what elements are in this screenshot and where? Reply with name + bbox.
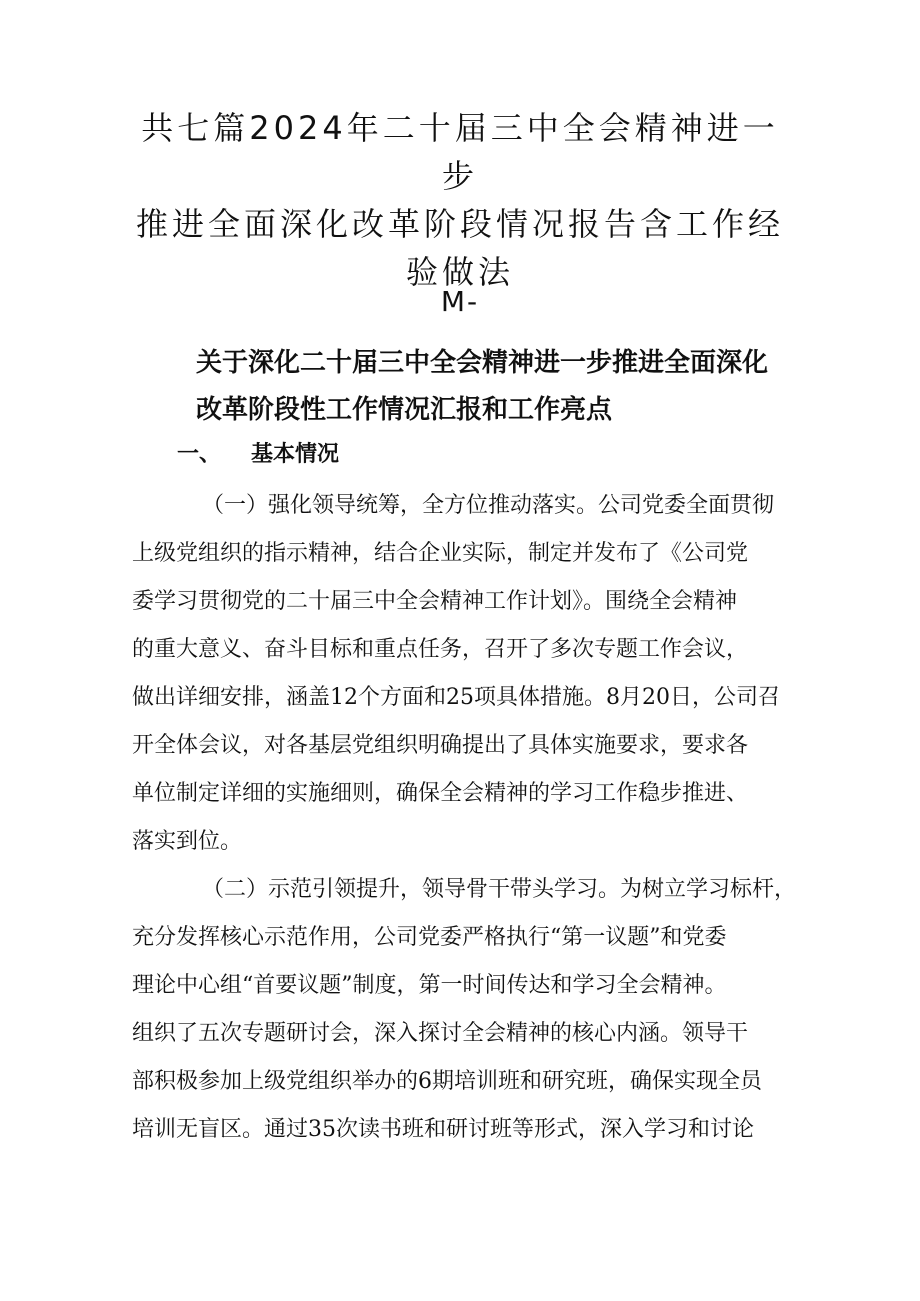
heading-number: 一、 — [177, 442, 222, 467]
paragraph-line: 做出详细安排，涵盖12个方面和25项具体措施。8月20日，公司召 — [132, 685, 780, 710]
paragraph-line: 组织了五次专题研讨会，深入探讨全会精神的核心内涵。领导干 — [132, 1021, 749, 1046]
title-line: 推进全面深化改革阶段情况报告含工作经 — [135, 205, 784, 243]
title-line: 共七篇2024年二十届三中全会精神进一步 — [141, 109, 779, 195]
paragraph-line: 部积极参加上级党组织举办的6期培训班和研究班，确保实现全员 — [132, 1069, 762, 1094]
paragraph-line: 理论中心组“首要议题”制度，第一时间传达和学习全会精神。 — [132, 973, 727, 998]
document-title — [130, 104, 790, 296]
subtitle-line: 关于深化二十届三中全会精神进一步推进全面深化 — [196, 348, 769, 378]
title-line: 验做法 — [405, 253, 514, 291]
heading-text: 基本情况 — [251, 442, 340, 467]
paragraph-line: 委学习贯彻党的二十届三中全会精神工作计划》。围绕全会精神 — [132, 589, 738, 614]
paragraph-line: （一）强化领导统筹，全方位推动落实。公司党委全面贯彻 — [202, 493, 775, 518]
subtitle-line: 改革阶段性工作情况汇报和工作亮点 — [196, 395, 613, 425]
paragraph-line: 上级党组织的指示精神，结合企业实际，制定并发布了《公司党 — [132, 541, 749, 566]
paragraph-line: 落实到位。 — [132, 829, 243, 854]
paragraph-line: 的重大意义、奋斗目标和重点任务，召开了多次专题工作会议， — [132, 637, 749, 662]
paragraph-1 — [132, 482, 794, 866]
paragraph-line: 开全体会议，对各基层党组织明确提出了具体实施要求，要求各 — [132, 733, 749, 758]
paragraph-line: 培训无盲区。通过35次读书班和研讨班等形式，深入学习和讨论 — [132, 1117, 754, 1142]
paragraph-line: 单位制定详细的实施细则，确保全会精神的学习工作稳步推进、 — [132, 781, 749, 806]
heading-basic-situation — [177, 438, 339, 472]
paragraph-2 — [132, 866, 797, 1154]
paragraph-line: 充分发挥核心示范作用，公司党委严格执行“第一议题”和党委 — [132, 925, 727, 950]
paragraph-line: （二）示范引领提升，领导骨干带头学习。为树立学习标杆， — [202, 877, 797, 902]
section-number: M- — [440, 285, 480, 318]
section-subtitle — [196, 340, 816, 434]
